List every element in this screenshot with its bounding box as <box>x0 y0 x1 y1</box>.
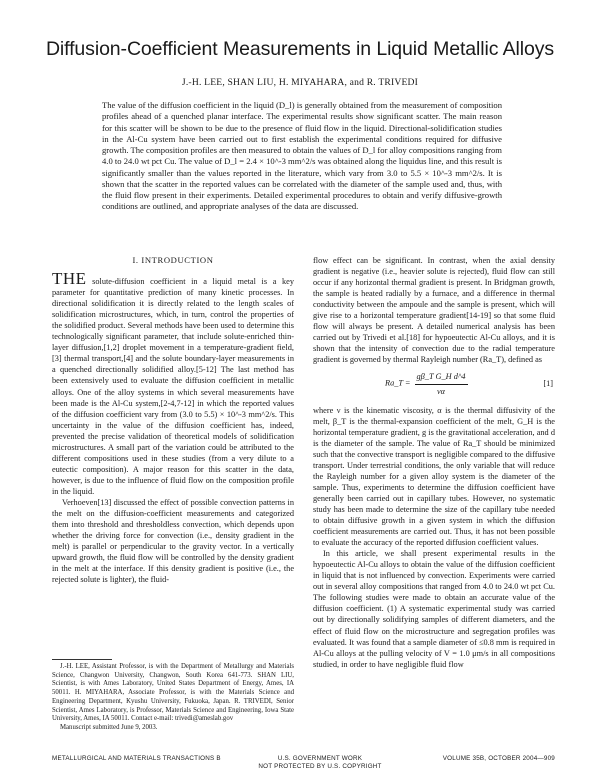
intro-paragraph-2: Verhoeven[13] discussed the effect of possible convection patterns in the melt on the diffusion-coefficient measurements and categorized them into threshold and thresholdless convection, which depends upon whether the driving force for convection (i.e., density gradient in the melt) is parallel or perpendicular to the gravity vector. In a vertically upward growth, the fluid flow will be controlled by the density gradient in the melt at the interface. If this density gradient is positive (i.e., the rejected solute is lighter), the fluid- <box>52 497 294 585</box>
abstract: The value of the diffusion coefficient in the liquid (D_l) is generally obtained from the measurement of composition profiles ahead of a quenched planar interface. The experimental results show significant scatter. The main reason for this scatter will be shown to be due to the presence of fluid flow in the liquid. Directional-solidification studies in the Al-Cu system have been carried out to first establish the experimental conditions required for diffusive growth. The composition profiles are then measured to obtain the values of D_l for alloy compositions ranging from 4.0 to 24.0 wt pct Cu. The value of D_l = 2.4 × 10^-3 mm^2/s was obtained along the liquidus line, and this result is significantly smaller than the values reported in the literature, which vary from 3.0 to 5.5 × 10^-3 mm^2/s. It is shown that the scatter in the reported values can be correlated with the diameter of the sample used and, thus, with the fluid flow present in their experiments. Detailed experimental procedures to obtain and verify diffusive-growth conditions are outlined, and appropriate analyses of the data are discussed. <box>102 100 502 212</box>
author-affiliations-footnote <box>52 663 294 733</box>
footer-volume-page: VOLUME 35B, OCTOBER 2004—909 <box>442 755 555 762</box>
equation-lhs <box>313 371 468 396</box>
author-list: J.-H. LEE, SHAN LIU, H. MIYAHARA, and R. TRIVEDI <box>181 77 419 88</box>
footnote-rule <box>52 659 112 660</box>
equation-number: [1] <box>543 379 553 389</box>
intro-paragraph-5: In this article, we shall present experimental results in the hypoeutectic Al-Cu alloys to obtain the value of the diffusion coefficient in liquid that is not influenced by convection. Experiments were carried out in several alloy compositions that ranged from 4.0 to 24.0 wt pct Cu. The following studies were made to obtain an accurate value of the diffusion coefficient. (1) A systematic experimental study was carried out by directionally solidifying samples of different diameters, and the effect of fluid flow on the microstructure and segregation profiles was evaluated. It was found that a sample diameter of ≤0.8 mm is required in Al-Cu alloys at the pulling velocity of V = 1.0 μm/s in all compositions studied, in order to have negligible fluid flow <box>313 549 555 669</box>
left-column <box>52 255 294 585</box>
intro-paragraph-1 <box>52 269 294 497</box>
equation-denominator: να <box>436 386 446 396</box>
right-column <box>313 255 555 670</box>
footnote-affiliations: J.-H. LEE, Assistant Professor, is with the Department of Metallurgy and Materials Science, Changwon University, Changwon, South Korea 641-773. SHAN LIU, Scientist, is with Ames Laboratory, United States Department of Energy, Ames, IA 50011. H. MIYAHARA, Associate Professor, is with the Materials Science and Engineering Department, Kyushu University, Fukuoka, Japan. R. TRIVEDI, Senior Scientist, Ames Laboratory, is Professor, Materials Science and Engineering, Iowa State University, Ames, IA 50011. Contact e-mail: trivedi@ameslab.gov <box>52 663 294 723</box>
intro-paragraph-1-text: solute-diffusion coefficient in a liquid metal is a key parameter for quantitative prediction of many kinetic processes. In directional solidification it is directly related to the length scales of solidification microstructures, which, in turn, control the properties of the solidified product. Several methods have been used to determine this technologically significant parameter, that include solute-enriched thin-layer diffusion,[1,2] droplet movement in a temperature-gradient field,[3] thermal transport,[4] and the solute boundary-layer measurements in a quenched directionally solidified alloy.[5-12] The last method has been extensively used to evaluate the diffusion coefficient in metallic alloys. One of the alloy systems in which several measurements have been made is the Al-Cu system,[2-4,7-12] in which the reported values of the diffusion coefficient vary from (3.0 to 5.5) × 10^-3 mm^2/s. This uncertainty in the value of the diffusion coefficient has, indeed, prevented the precise validation of theoretical models of solidification microstructures. A small part of the variation could be attributed to the different compositions used in these studies (from a very dilute to a eutectic composition). A major reason for this scatter in the data, however, is due to the influence of fluid flow on the composition profile in the liquid. <box>52 277 294 496</box>
footer-copyright <box>240 755 400 771</box>
intro-paragraph-3: flow effect can be significant. In contrast, when the axial density gradient is negative (i.e., heavier solute is rejected), fluid flow can still occur if any horizontal thermal gradient is present. In Bridgman growth, the sample is heated radially by a furnace, and a difference in thermal conductivity between the ampoule and the sample is present, which will give rise to a horizontal temperature gradient[14-19] so that some fluid flow will always be present. A detailed numerical analysis has been carried out by Trivedi et al.[18] for hypoeutectic Al-Cu alloys, and it is shown that the intensity of convection due to the radial temperature gradient is governed by thermal Rayleigh number (Ra_T), defined as <box>313 256 555 365</box>
equation-numerator: gβ_T G_H d^4 <box>415 371 468 384</box>
intro-paragraph-4: where ν is the kinematic viscosity, α is the thermal diffusivity of the melt, β_T is the thermal-expansion coefficient of the melt, G_H is the horizontal temperature gradient, g is the gravitational acceleration, and d is the diameter of the sample. The value of Ra_T should be minimized such that the convective transport is negligible compared to the diffusive transport. Under terrestrial conditions, the only variable that will reduce the Rayleigh number for a given alloy system is the diameter of the sample. Thus, experiments to determine the diffusion coefficient have generally been carried out in capillary tubes. However, no systematic study has been made to determine the size of the capillary tube needed to obtain diffusive growth in a given system in which the diffusion coefficient measurements are carried out. Thus, it has not been possible to evaluate the accuracy of the reported diffusion coefficient values. <box>313 405 555 548</box>
equation-lhs-text: Ra_T = <box>385 378 411 388</box>
section-heading-introduction: I. INTRODUCTION <box>132 255 214 265</box>
footer-journal: METALLURGICAL AND MATERIALS TRANSACTIONS B <box>52 755 221 762</box>
equation-fraction <box>415 371 468 396</box>
equation-1 <box>313 371 555 396</box>
drop-cap: THE <box>52 269 87 289</box>
paper-title: Diffusion-Coefficient Measurements in Liquid Metallic Alloys <box>45 38 555 60</box>
footer-copyright-line-2: NOT PROTECTED BY U.S. COPYRIGHT <box>258 763 382 770</box>
footnote-manuscript-date: Manuscript submitted June 9, 2003. <box>60 723 158 731</box>
footer-copyright-line-1: U.S. GOVERNMENT WORK <box>277 755 363 762</box>
